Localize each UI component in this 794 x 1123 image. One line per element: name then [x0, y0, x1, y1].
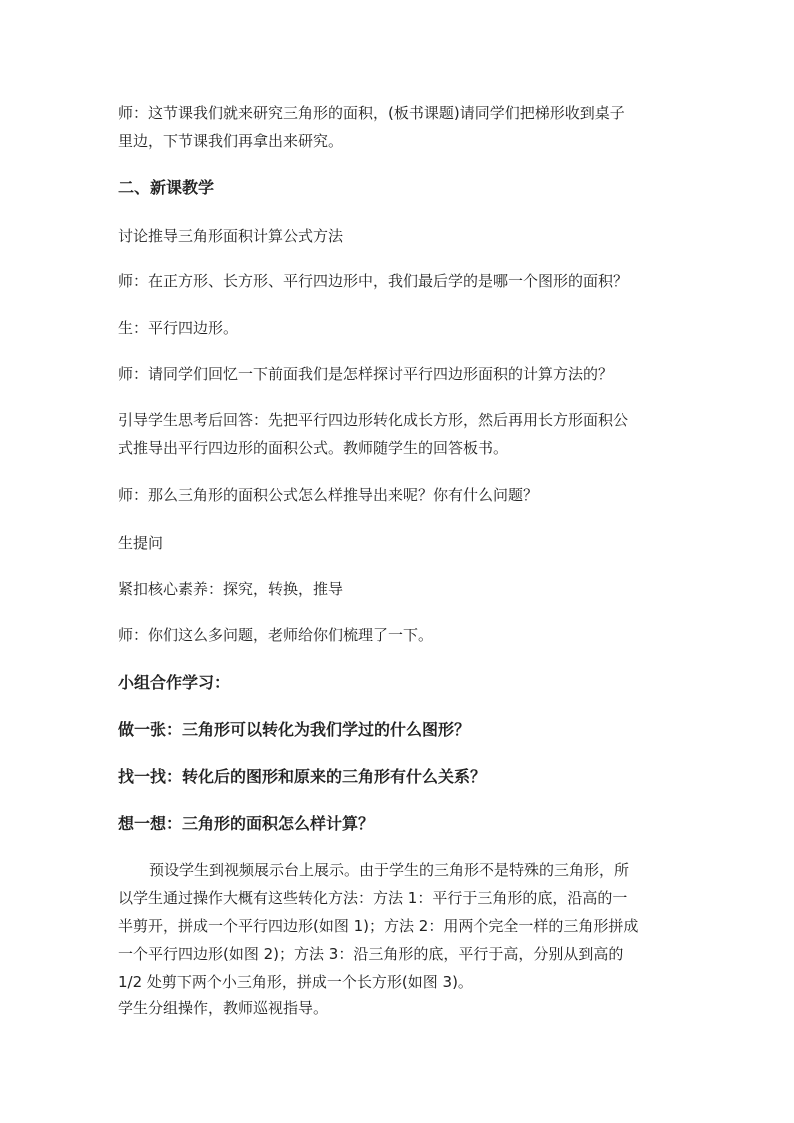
heading-group-study: 小组合作学习： — [118, 673, 231, 692]
paragraph-preset — [118, 856, 678, 1020]
paragraph-intro — [118, 99, 678, 155]
text-line: 一个平行四边形(如图 2)；方法 3：沿三角形的底，平行于高，分别从到高的 — [118, 945, 624, 963]
heading-find-one: 找一找：转化后的图形和原来的三角形有什么关系？ — [118, 767, 487, 786]
paragraph-student-ask: 生提问 — [118, 534, 164, 552]
text-line: 学生分组操作，教师巡视指导。 — [118, 999, 329, 1017]
text-line: 师：这节课我们就来研究三角形的面积，(板书课题)请同学们把梯形收到桌子 — [118, 104, 625, 122]
heading-think-one: 想一想：三角形的面积怎么样计算？ — [118, 814, 375, 833]
paragraph-student-answer-1: 生：平行四边形。 — [118, 319, 239, 337]
text-line: 引导学生思考后回答：先把平行四边形转化成长方形，然后再用长方形面积公 — [118, 411, 629, 429]
text-line: 以学生通过操作大概有这些转化方法：方法 1：平行于三角形的底，沿高的一 — [118, 889, 628, 907]
text-line: 式推导出平行四边形的面积公式。教师随学生的回答板书。 — [118, 439, 509, 457]
paragraph-teacher-question-1: 师：在正方形、长方形、平行四边形中，我们最后学的是哪一个图形的面积？ — [118, 272, 629, 290]
paragraph-teacher-sort: 师：你们这么多问题，老师给你们梳理了一下。 — [118, 626, 434, 644]
paragraph-teacher-question-2: 师：请同学们回忆一下前面我们是怎样探讨平行四边形面积的计算方法的？ — [118, 365, 614, 383]
paragraph-guide — [118, 406, 678, 462]
text-line: 预设学生到视频展示台上展示。由于学生的三角形不是特殊的三角形，所 — [149, 861, 630, 879]
paragraph-discuss: 讨论推导三角形面积计算公式方法 — [118, 227, 344, 245]
text-line: 里边，下节课我们再拿出来研究。 — [118, 132, 344, 150]
section-heading-new-lesson: 二、新课教学 — [118, 178, 215, 197]
paragraph-core-literacy: 紧扣核心素养：探究，转换，推导 — [118, 580, 344, 598]
paragraph-teacher-question-3: 师：那么三角形的面积公式怎么样推导出来呢？你有什么问题？ — [118, 486, 539, 504]
text-line: 1/2 处剪下两个小三角形，拼成一个长方形(如图 3)。 — [118, 973, 473, 991]
heading-do-one: 做一张：三角形可以转化为我们学过的什么图形？ — [118, 720, 471, 739]
text-line: 半剪开，拼成一个平行四边形(如图 1)；方法 2：用两个完全一样的三角形拼成 — [118, 917, 639, 935]
